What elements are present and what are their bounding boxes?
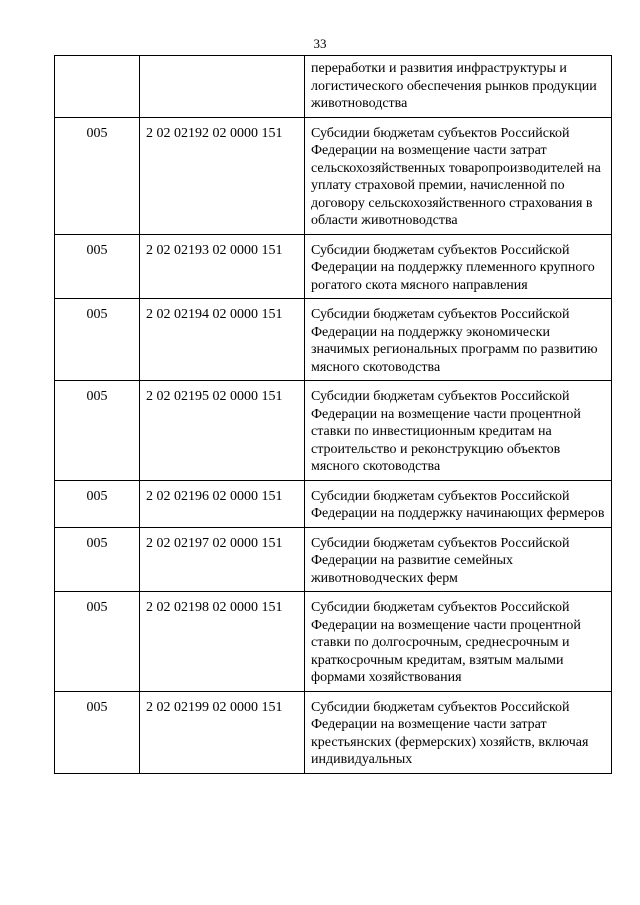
revenue-name-cell: Субсидии бюджетам субъектов Российской Федерации на поддержку племенного крупного рогатого скота мясного направления: [305, 234, 612, 299]
revenue-name-cell: Субсидии бюджетам субъектов Российской Федерации на развитие семейных животноводческих ферм: [305, 527, 612, 592]
admin-code-cell: 005: [55, 299, 140, 381]
revenue-name-cell: Субсидии бюджетам субъектов Российской Федерации на возмещение части процентной ставки по долгосрочным, среднесрочным и краткосрочным кредитам, взятым малыми формами хозяйствования: [305, 592, 612, 692]
table-row: [55, 381, 612, 481]
page-number: 33: [313, 36, 327, 51]
admin-code-cell: 005: [55, 592, 140, 692]
budget-code-cell: 2 02 02198 02 0000 151: [140, 592, 305, 692]
table-row: [55, 480, 612, 527]
budget-code-cell: 2 02 02193 02 0000 151: [140, 234, 305, 299]
admin-code-cell: 005: [55, 234, 140, 299]
budget-code-cell: 2 02 02192 02 0000 151: [140, 117, 305, 234]
admin-code-cell: 005: [55, 381, 140, 481]
table-row: [55, 56, 612, 118]
table-row: [55, 527, 612, 592]
table-row: [55, 299, 612, 381]
admin-code-cell: 005: [55, 691, 140, 773]
admin-code-cell: 005: [55, 527, 140, 592]
revenue-name-cell: переработки и развития инфраструктуры и логистического обеспечения рынков продукции животноводства: [305, 56, 612, 118]
budget-code-cell: 2 02 02197 02 0000 151: [140, 527, 305, 592]
budget-code-cell: 2 02 02195 02 0000 151: [140, 381, 305, 481]
budget-code-cell: 2 02 02199 02 0000 151: [140, 691, 305, 773]
revenue-name-cell: Субсидии бюджетам субъектов Российской Федерации на возмещение части затрат сельскохозяйственных товаропроизводителей на уплату страховой премии, начисленной по договору сельскохозяйственного страхования в области животноводства: [305, 117, 612, 234]
revenue-name-cell: Субсидии бюджетам субъектов Российской Федерации на возмещение части процентной ставки по инвестиционным кредитам на строительство и реконструкцию объектов мясного скотоводства: [305, 381, 612, 481]
budget-classification-table: [54, 55, 612, 774]
admin-code-cell: 005: [55, 117, 140, 234]
revenue-name-cell: Субсидии бюджетам субъектов Российской Федерации на поддержку начинающих фермеров: [305, 480, 612, 527]
admin-code-cell: 005: [55, 480, 140, 527]
budget-code-cell: [140, 56, 305, 118]
budget-code-cell: 2 02 02196 02 0000 151: [140, 480, 305, 527]
admin-code-cell: [55, 56, 140, 118]
revenue-name-cell: Субсидии бюджетам субъектов Российской Федерации на возмещение части затрат крестьянских (фермерских) хозяйств, включая индивидуальных: [305, 691, 612, 773]
budget-code-cell: 2 02 02194 02 0000 151: [140, 299, 305, 381]
table-row: [55, 691, 612, 773]
revenue-name-cell: Субсидии бюджетам субъектов Российской Федерации на поддержку экономически значимых региональных программ по развитию мясного скотоводства: [305, 299, 612, 381]
table-row: [55, 592, 612, 692]
table-row: [55, 234, 612, 299]
table-row: [55, 117, 612, 234]
